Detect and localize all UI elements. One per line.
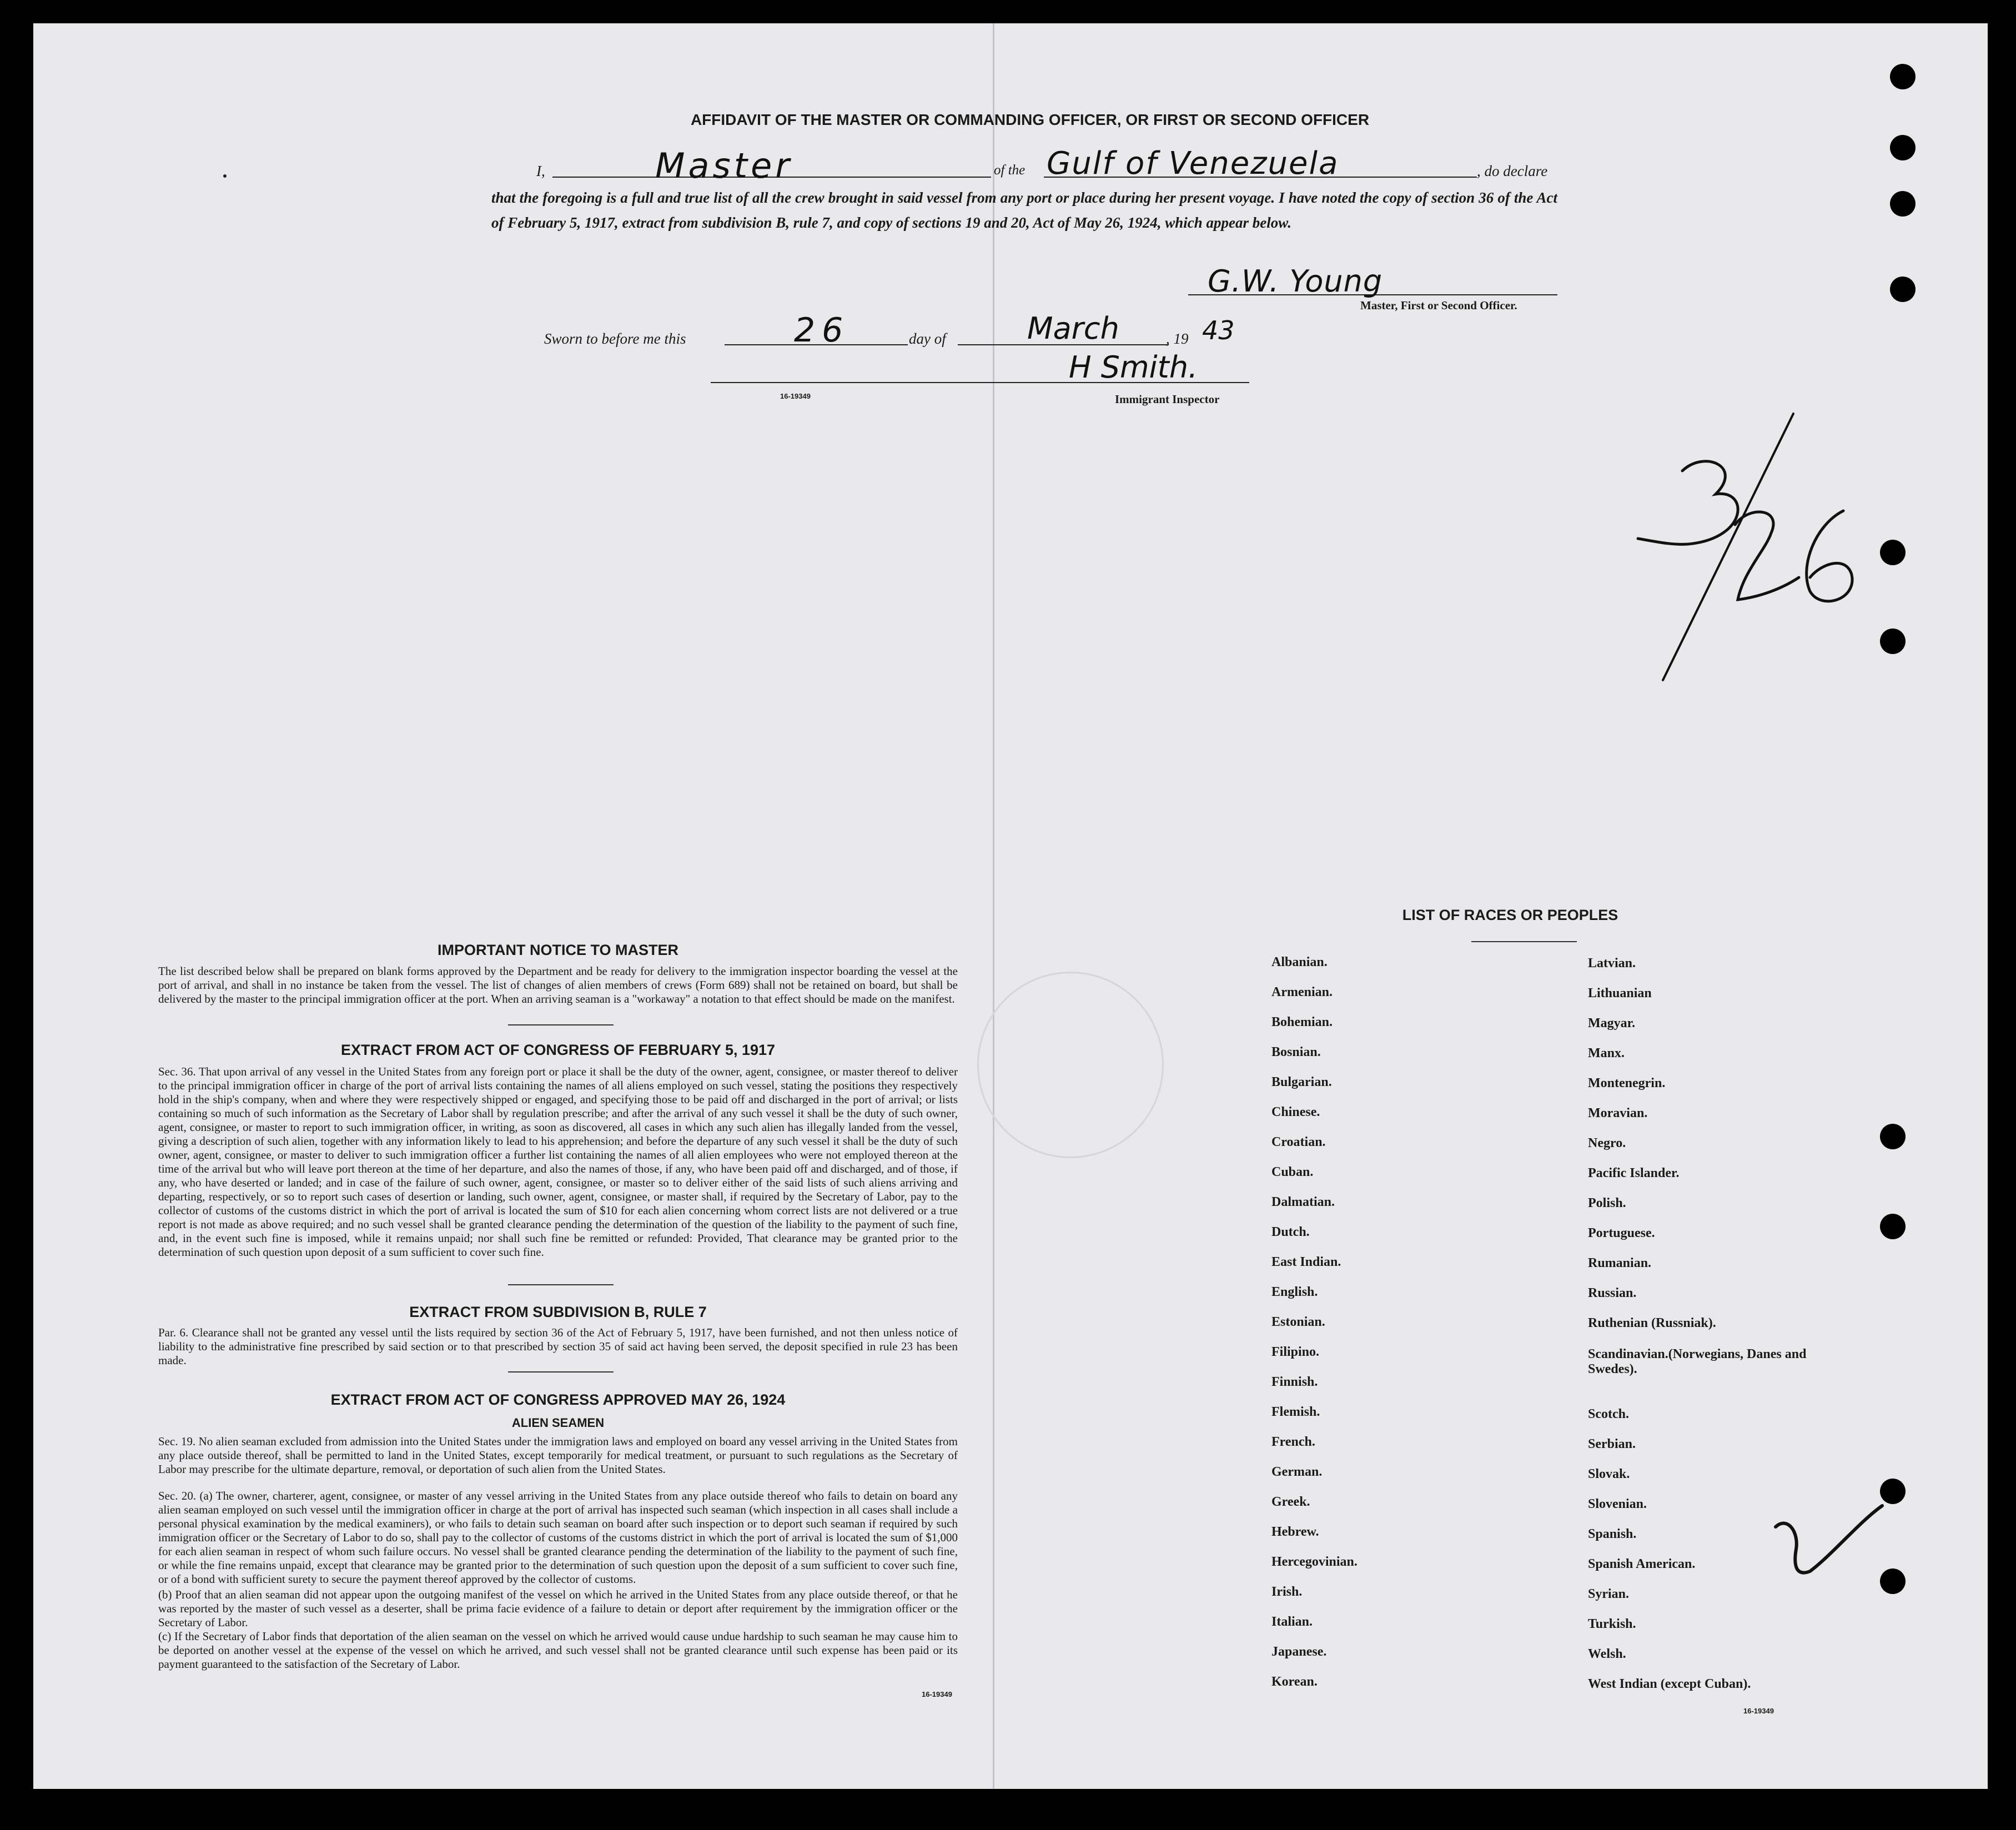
race-entry: Manx. [1588, 1046, 1625, 1060]
declaration-i: I, [536, 163, 545, 179]
year-prefix: , 19 [1166, 330, 1189, 347]
day-handwriting: 26 [794, 311, 850, 350]
extract-1924-title: EXTRACT FROM ACT OF CONGRESS APPROVED MAY 26, 1924 [330, 1391, 786, 1408]
punch-hole [1890, 191, 1916, 217]
race-entry: Bulgarian. [1271, 1075, 1332, 1089]
master-signature: G.W. Young [1208, 264, 1383, 299]
race-entry: Cuban. [1271, 1165, 1314, 1179]
center-fold [993, 23, 994, 1789]
punch-hole [1880, 1568, 1906, 1594]
day-of-label: day of [909, 330, 946, 347]
race-entry: Japanese. [1271, 1645, 1327, 1659]
race-entry: Portuguese. [1588, 1226, 1655, 1240]
punch-hole [1890, 276, 1916, 302]
extract-1924-subtitle: ALIEN SEAMEN [511, 1416, 605, 1430]
race-entry: Scandinavian.(Norwegians, Danes and Swedes). [1588, 1347, 1807, 1376]
races-title: LIST OF RACES OR PEOPLES [1402, 907, 1618, 923]
notice-title: IMPORTANT NOTICE TO MASTER [438, 942, 678, 958]
race-entry: Filipino. [1271, 1345, 1320, 1359]
race-entry: Pacific Islander. [1588, 1166, 1680, 1180]
do-declare-label: , do declare [1477, 163, 1548, 179]
inspector-signature: H Smith. [1069, 350, 1198, 385]
race-entry: Moravian. [1588, 1106, 1648, 1120]
stray-dot [223, 174, 227, 178]
rule7-body: Par. 6. Clearance shall not be granted any vessel until the lists required by section 36 of the Act of February 5, 1917, have been furnished, and not then unless notice of liability to the administrative fine prescribed by said section or to that prescribed by section 35 of said act having been served, the deposit specified in rule 23 has been made. [158, 1326, 958, 1367]
race-entry: Spanish American. [1588, 1557, 1696, 1571]
races-form-code: 16-19349 [1743, 1707, 1774, 1715]
race-entry: Lithuanian [1588, 986, 1652, 1001]
race-entry: Scotch. [1588, 1407, 1629, 1421]
divider-2 [508, 1284, 614, 1285]
year-handwriting: 43 [1202, 315, 1235, 345]
punch-hole [1890, 135, 1916, 160]
race-entry: Hebrew. [1271, 1525, 1319, 1539]
extract-1917-body: Sec. 36. That upon arrival of any vessel in the United States from any foreign port or place it shall be the duty of the owner, agent, consignee, or master thereof to deliver to the principal immigration officer in charge of the port of arrival lists containing the names of all aliens employed on such vessel, stating the positions they respectively hold in the ship's company, when and where they were respectively shipped or engaged, and specifying those to be paid off and discharged in the port of arrival; or lists containing so much of such information as the Secretary of Labor shall by regulation prescribe; and after the arrival of any such vessel it shall be the duty of such owner, agent, consignee, or master to report to such immigration officer, in writing, as soon as discovered, all cases in which any such alien has illegally landed from the vessel, giving a description of such alien, together with any information likely to lead to his apprehension; and before the departure of any such vessel it shall be the duty of such owner, agent, consignee, or master to deliver to such immigration officer a further list containing the names of all alien employees who were not employed thereon at the time of the arrival but who will leave port thereon at the time of her departure, and also the names of those, if any, who have been paid off and discharged, and of those, if any, who have deserted or landed; and in case of the failure of such owner, agent, consignee, or master so to deliver either of the said lists of such aliens arriving and departing, respectively, or so to report such cases of desertion or landing, such owner, agent, consignee, or master shall, if required by the Secretary of Labor, pay to the collector of customs of the customs district in which the port of arrival is located the sum of $10 for each alien concerning whom correct lists are not delivered or a true report is not made as above required; and no such vessel shall be granted clearance pending the determination of the question of the liability to the payment of such fine, and, in the event such fine is imposed, while it remains unpaid; nor shall such fine be remitted or refunded: Provided, That clearance may be granted prior to the determination of such question upon deposit of a sum sufficient to cover such fine. [158, 1065, 958, 1259]
faint-stamp [977, 972, 1164, 1158]
race-entry: Italian. [1271, 1615, 1313, 1629]
divider-1 [508, 1024, 614, 1025]
race-entry: Hercegovinian. [1271, 1555, 1358, 1569]
race-entry: Finnish. [1271, 1375, 1318, 1389]
punch-hole [1880, 1124, 1906, 1149]
race-entry: Turkish. [1588, 1617, 1636, 1631]
race-entry: Rumanian. [1588, 1256, 1652, 1270]
sec20c-body: (c) If the Secretary of Labor finds that deportation of the alien seaman on the vessel on which he arrived would cause undue hardship to such seaman he may cause him to be deported on another vessel at the expense of the vessel on which he arrived, and such vessel shall not be granted clearance until such expense has been paid or its payment guaranteed to the satisfaction of the Secretary of Labor. [158, 1630, 958, 1671]
race-entry: Croatian. [1271, 1135, 1326, 1149]
race-entry: East Indian. [1271, 1255, 1341, 1269]
race-entry: Bohemian. [1271, 1015, 1333, 1029]
notice-body: The list described below shall be prepared on blank forms approved by the Department and be ready for delivery to the immigration inspector boarding the vessel at the port of arrival, and shall in no instance be taken from the vessel. The list of changes of alien members of crews (Form 689) shall not be retained on board, but shall be delivered by the master to the principal immigration officer at the port. When an arriving seaman is a "workaway" a notation to that effect should be made on the manifest. [158, 964, 958, 1006]
race-entry: English. [1271, 1285, 1318, 1299]
race-entry: Greek. [1271, 1495, 1310, 1509]
race-entry: Russian. [1588, 1286, 1637, 1300]
race-entry: Bosnian. [1271, 1045, 1321, 1059]
date-annotation-mark [1582, 405, 1893, 694]
race-entry: Irish. [1271, 1585, 1303, 1599]
sec19-body: Sec. 19. No alien seaman excluded from admission into the United States under the immigration laws and employed on board any vessel arriving in the United States from any place outside thereof, shall be permitted to land in the United States, except temporarily for medical treatment, or pursuant to such regulations as the Secretary of Labor may prescribe for the ultimate departure, removal, or deportation of such alien from the United States. [158, 1435, 958, 1476]
of-the-label: of the [994, 163, 1025, 178]
races-left-column [1271, 955, 1549, 1705]
race-entry: Slovak. [1588, 1467, 1630, 1481]
race-entry: Korean. [1271, 1675, 1318, 1689]
race-entry: Welsh. [1588, 1647, 1626, 1661]
race-entry: Armenian. [1271, 985, 1333, 999]
race-entry: Dalmatian. [1271, 1195, 1335, 1209]
extract-1917-title: EXTRACT FROM ACT OF CONGRESS OF FEBRUARY 5, 1917 [340, 1042, 776, 1058]
race-entry: French. [1271, 1435, 1315, 1449]
races-right-column [1588, 956, 1821, 1707]
punch-hole [1880, 1479, 1906, 1504]
punch-hole [1880, 1214, 1906, 1239]
month-handwriting: March [1027, 311, 1119, 346]
divider-3 [508, 1371, 614, 1372]
race-entry: Chinese. [1271, 1105, 1320, 1119]
race-entry: West Indian (except Cuban). [1588, 1677, 1751, 1691]
inspector-label: Immigrant Inspector [1115, 393, 1220, 406]
race-entry: Montenegrin. [1588, 1076, 1666, 1090]
race-entry: Syrian. [1588, 1587, 1630, 1601]
race-entry: Magyar. [1588, 1016, 1636, 1030]
race-entry: Latvian. [1588, 956, 1636, 971]
affidavit-body: that the foregoing is a full and true list of all the crew brought in said vessel from any port or place during her present voyage. I have noted the copy of section 36 of the Act of February 5, 1917, extract from subdivision B, rule 7, and copy of sections 19 and 20, Act of May 26, 1924, which appear below. [491, 189, 1557, 231]
rule7-title: EXTRACT FROM SUBDIVISION B, RULE 7 [409, 1304, 707, 1320]
affidavit-title: AFFIDAVIT OF THE MASTER OR COMMANDING OFFICER, OR FIRST OR SECOND OFFICER [690, 111, 1370, 128]
punch-hole [1880, 629, 1906, 654]
race-entry: Albanian. [1271, 955, 1328, 969]
race-entry: Slovenian. [1588, 1497, 1647, 1511]
race-entry: Spanish. [1588, 1527, 1637, 1541]
extract-1924-form-code: 16-19349 [922, 1690, 952, 1698]
races-title-rule [1471, 941, 1577, 942]
sec20b-body: (b) Proof that an alien seaman did not appear upon the outgoing manifest of the vessel on which he arrived in the United States from any place outside thereof, or that he was reported by the master of such vessel as a deserter, shall be prima facie evidence of a failure to detain or deport after requirement by the immigration officer or the Secretary of Labor. [158, 1588, 958, 1629]
race-entry: Serbian. [1588, 1437, 1636, 1451]
race-entry: Polish. [1588, 1196, 1626, 1210]
race-entry: Ruthenian (Russniak). [1588, 1316, 1716, 1330]
race-entry: Flemish. [1271, 1405, 1320, 1419]
punch-hole [1890, 64, 1916, 89]
race-entry: Dutch. [1271, 1225, 1310, 1239]
vessel-handwriting: Gulf of Venezuela [1047, 145, 1339, 182]
race-entry: German. [1271, 1465, 1323, 1479]
race-entry: Negro. [1588, 1136, 1626, 1150]
race-entry: Estonian. [1271, 1315, 1325, 1329]
master-handwriting: Master [655, 145, 793, 186]
signature-label: Master, First or Second Officer. [1360, 299, 1517, 312]
affidavit-form-code: 16-19349 [780, 392, 811, 400]
punch-hole [1880, 540, 1906, 565]
sworn-label: Sworn to before me this [544, 330, 686, 347]
sec20a-body: Sec. 20. (a) The owner, charterer, agent, consignee, or master of any vessel arriving in the United States from any place outside thereof who fails to detain on board any alien seaman employed on such vessel until the immigration officer in charge at the port of arrival has inspected such seaman (which inspection in all cases shall include a personal physical examination by the medical examiners), or who fails to detain such seaman on board after such inspection or to deport such seaman if required by such immigration officer or the Secretary of Labor to do so, shall pay to the collector of customs of the customs district in which the port of arrival is located the sum of $1,000 for each alien seaman in respect of whom such failure occurs. No vessel shall be granted clearance pending the determination of the liability to the payment of such fine, or while the fine remains unpaid, except that clearance may be granted prior to the determination of such question upon the deposit of a sum sufficient to cover such fine, or of a bond with sufficient surety to secure the payment thereof approved by the collector of customs. [158, 1489, 958, 1586]
